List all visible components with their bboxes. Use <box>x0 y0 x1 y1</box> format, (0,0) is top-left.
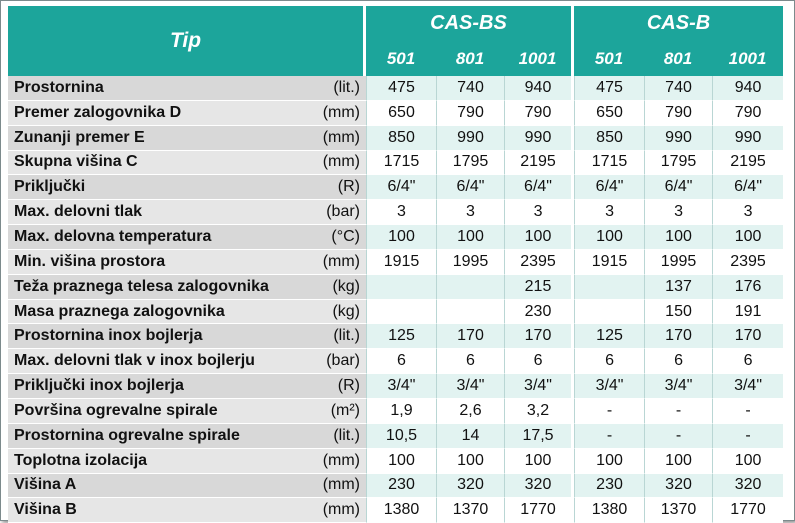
value-cell: 230 <box>366 474 436 499</box>
value-cell <box>574 300 644 325</box>
value-cell: 100 <box>504 449 574 474</box>
value-cell: - <box>574 424 644 449</box>
value-cell: 1380 <box>574 498 644 523</box>
row-unit: (kg) <box>308 300 366 325</box>
row-label: Prostornina <box>8 76 308 101</box>
value-cell: 1995 <box>436 250 504 275</box>
table-row <box>8 300 783 325</box>
value-cell: 990 <box>436 126 504 151</box>
value-cell: 650 <box>366 101 436 126</box>
table-row <box>8 76 783 101</box>
row-unit: (mm) <box>308 498 366 523</box>
value-cell: 6 <box>366 349 436 374</box>
value-cell: - <box>644 399 712 424</box>
table-row <box>8 175 783 200</box>
value-cell: 6 <box>644 349 712 374</box>
row-unit: (R) <box>308 374 366 399</box>
table-row <box>8 275 783 300</box>
value-cell: 1915 <box>366 250 436 275</box>
value-cell: 100 <box>504 225 574 250</box>
value-cell: 10,5 <box>366 424 436 449</box>
header-group-cas-b: CAS-B <box>574 6 783 41</box>
value-cell: 1380 <box>366 498 436 523</box>
row-label: Min. višina prostora <box>8 250 308 275</box>
value-cell: 1715 <box>574 151 644 176</box>
value-cell: 320 <box>712 474 783 499</box>
value-cell: 320 <box>644 474 712 499</box>
value-cell: 740 <box>436 76 504 101</box>
value-cell: 790 <box>436 101 504 126</box>
row-unit: (bar) <box>308 349 366 374</box>
header-model: 1001 <box>712 41 783 76</box>
value-cell <box>436 275 504 300</box>
row-unit: (lit.) <box>308 324 366 349</box>
value-cell: 3 <box>574 200 644 225</box>
table-row <box>8 250 783 275</box>
row-label: Zunanji premer E <box>8 126 308 151</box>
value-cell: 100 <box>366 225 436 250</box>
row-label: Max. delovni tlak <box>8 200 308 225</box>
value-cell: 191 <box>712 300 783 325</box>
value-cell: 940 <box>504 76 574 101</box>
row-unit: (mm) <box>308 449 366 474</box>
value-cell: 6 <box>436 349 504 374</box>
value-cell: 3/4" <box>644 374 712 399</box>
value-cell: 790 <box>712 101 783 126</box>
value-cell: 1,9 <box>366 399 436 424</box>
table-row <box>8 126 783 151</box>
row-label: Masa praznega zalogovnika <box>8 300 308 325</box>
value-cell: 6 <box>574 349 644 374</box>
row-label: Prostornina inox bojlerja <box>8 324 308 349</box>
value-cell: 3/4" <box>574 374 644 399</box>
value-cell: 170 <box>504 324 574 349</box>
table-row <box>8 200 783 225</box>
value-cell: 850 <box>574 126 644 151</box>
value-cell: 1795 <box>644 151 712 176</box>
table-row <box>8 498 783 523</box>
value-cell: 1770 <box>504 498 574 523</box>
value-cell: 3,2 <box>504 399 574 424</box>
value-cell: 320 <box>504 474 574 499</box>
row-label: Priključki inox bojlerja <box>8 374 308 399</box>
value-cell: 3 <box>366 200 436 225</box>
row-unit: (°C) <box>308 225 366 250</box>
table-row <box>8 424 783 449</box>
row-label: Višina A <box>8 474 308 499</box>
value-cell: 100 <box>644 225 712 250</box>
value-cell: 100 <box>574 225 644 250</box>
row-label: Max. delovna temperatura <box>8 225 308 250</box>
header-model: 801 <box>436 41 504 76</box>
row-label: Toplotna izolacija <box>8 449 308 474</box>
row-unit: (mm) <box>308 474 366 499</box>
value-cell: 475 <box>574 76 644 101</box>
value-cell: 125 <box>366 324 436 349</box>
value-cell: 14 <box>436 424 504 449</box>
value-cell: 3/4" <box>504 374 574 399</box>
value-cell: 6/4" <box>644 175 712 200</box>
value-cell: 2395 <box>504 250 574 275</box>
row-label: Max. delovni tlak v inox bojlerju <box>8 349 308 374</box>
value-cell: 1795 <box>436 151 504 176</box>
header-tip: Tip <box>8 6 366 76</box>
value-cell: 100 <box>436 225 504 250</box>
table-body <box>8 76 783 523</box>
table-row <box>8 399 783 424</box>
value-cell <box>366 300 436 325</box>
value-cell: 170 <box>712 324 783 349</box>
value-cell: 475 <box>366 76 436 101</box>
table-row <box>8 151 783 176</box>
value-cell: 320 <box>436 474 504 499</box>
value-cell: - <box>574 399 644 424</box>
value-cell: 100 <box>644 449 712 474</box>
row-unit: (m²) <box>308 399 366 424</box>
value-cell <box>366 275 436 300</box>
value-cell: 3/4" <box>712 374 783 399</box>
row-unit: (kg) <box>308 275 366 300</box>
value-cell: 17,5 <box>504 424 574 449</box>
header-model: 801 <box>644 41 712 76</box>
value-cell: 230 <box>574 474 644 499</box>
value-cell: 100 <box>712 449 783 474</box>
value-cell: 990 <box>504 126 574 151</box>
value-cell: 3/4" <box>366 374 436 399</box>
row-unit: (mm) <box>308 250 366 275</box>
row-label: Površina ogrevalne spirale <box>8 399 308 424</box>
value-cell: 990 <box>712 126 783 151</box>
value-cell: 176 <box>712 275 783 300</box>
value-cell: 850 <box>366 126 436 151</box>
value-cell <box>436 300 504 325</box>
value-cell: 1770 <box>712 498 783 523</box>
row-unit: (lit.) <box>308 424 366 449</box>
value-cell <box>574 275 644 300</box>
header-model: 501 <box>366 41 436 76</box>
value-cell: 3/4" <box>436 374 504 399</box>
value-cell: - <box>712 399 783 424</box>
value-cell: 3 <box>644 200 712 225</box>
value-cell: 2195 <box>504 151 574 176</box>
value-cell: - <box>644 424 712 449</box>
value-cell: 100 <box>712 225 783 250</box>
value-cell: 940 <box>712 76 783 101</box>
row-label: Višina B <box>8 498 308 523</box>
row-label: Premer zalogovnika D <box>8 101 308 126</box>
table-row <box>8 225 783 250</box>
value-cell: 2,6 <box>436 399 504 424</box>
table-row <box>8 474 783 499</box>
table-row <box>8 324 783 349</box>
value-cell: 6 <box>712 349 783 374</box>
row-label: Priključki <box>8 175 308 200</box>
table-row <box>8 449 783 474</box>
row-label: Skupna višina C <box>8 151 308 176</box>
value-cell: 2395 <box>712 250 783 275</box>
value-cell: - <box>712 424 783 449</box>
value-cell: 3 <box>504 200 574 225</box>
row-label: Prostornina ogrevalne spirale <box>8 424 308 449</box>
value-cell: 125 <box>574 324 644 349</box>
row-unit: (mm) <box>308 151 366 176</box>
table-row <box>8 349 783 374</box>
value-cell: 740 <box>644 76 712 101</box>
value-cell: 790 <box>644 101 712 126</box>
row-unit: (mm) <box>308 101 366 126</box>
value-cell: 137 <box>644 275 712 300</box>
value-cell: 100 <box>574 449 644 474</box>
value-cell: 6 <box>504 349 574 374</box>
value-cell: 990 <box>644 126 712 151</box>
table-row <box>8 101 783 126</box>
value-cell: 1995 <box>644 250 712 275</box>
spec-table <box>8 6 783 523</box>
value-cell: 6/4" <box>504 175 574 200</box>
row-unit: (bar) <box>308 200 366 225</box>
row-label: Teža praznega telesa zalogovnika <box>8 275 308 300</box>
header-model: 501 <box>574 41 644 76</box>
value-cell: 790 <box>504 101 574 126</box>
value-cell: 100 <box>366 449 436 474</box>
value-cell: 1715 <box>366 151 436 176</box>
value-cell: 230 <box>504 300 574 325</box>
header-model: 1001 <box>504 41 574 76</box>
value-cell: 6/4" <box>436 175 504 200</box>
value-cell: 2195 <box>712 151 783 176</box>
table-row <box>8 374 783 399</box>
value-cell: 1370 <box>436 498 504 523</box>
row-unit: (mm) <box>308 126 366 151</box>
value-cell: 150 <box>644 300 712 325</box>
value-cell: 3 <box>712 200 783 225</box>
value-cell: 170 <box>436 324 504 349</box>
row-unit: (R) <box>308 175 366 200</box>
row-unit: (lit.) <box>308 76 366 101</box>
value-cell: 1915 <box>574 250 644 275</box>
value-cell: 215 <box>504 275 574 300</box>
value-cell: 6/4" <box>574 175 644 200</box>
value-cell: 100 <box>436 449 504 474</box>
value-cell: 1370 <box>644 498 712 523</box>
value-cell: 650 <box>574 101 644 126</box>
value-cell: 6/4" <box>712 175 783 200</box>
value-cell: 3 <box>436 200 504 225</box>
value-cell: 6/4" <box>366 175 436 200</box>
value-cell: 170 <box>644 324 712 349</box>
header-group-cas-bs: CAS-BS <box>366 6 574 41</box>
